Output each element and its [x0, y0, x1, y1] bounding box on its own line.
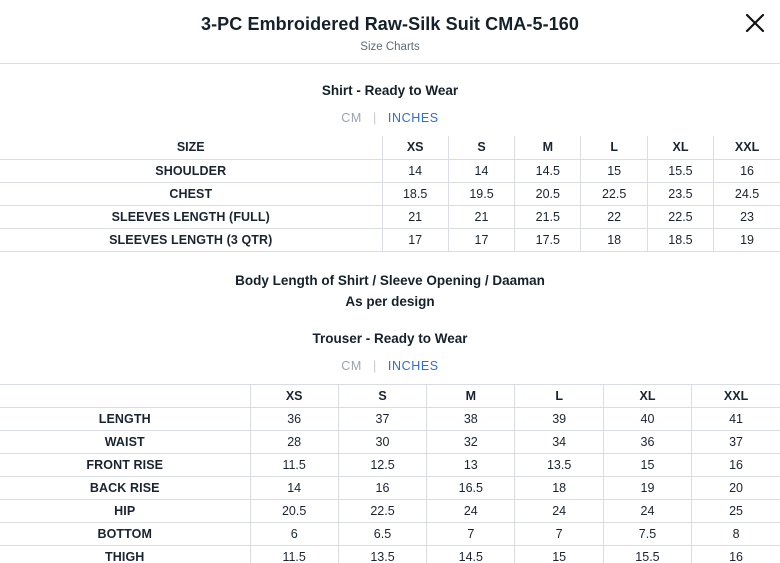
table-row — [0, 453, 780, 476]
shirt-unit-inches[interactable]: INCHES — [387, 111, 439, 125]
design-note-line1: Body Length of Shirt / Sleeve Opening / Daaman — [235, 272, 545, 288]
table-cell: 16 — [338, 476, 426, 499]
table-row — [0, 228, 780, 251]
table-cell: 20.5 — [250, 499, 338, 522]
table-row — [0, 205, 780, 228]
table-row — [0, 545, 780, 563]
shirt-size-table — [0, 136, 780, 252]
table-cell: 15.5 — [647, 159, 713, 182]
table-row — [0, 476, 780, 499]
table-cell: 7.5 — [603, 522, 691, 545]
column-header: L — [581, 136, 647, 159]
shirt-section-title: Shirt - Ready to Wear — [321, 83, 459, 98]
table-cell: 13.5 — [338, 545, 426, 563]
table-cell: 37 — [692, 430, 780, 453]
table-cell: 36 — [603, 430, 691, 453]
table-cell: 15 — [603, 453, 691, 476]
column-header: XS — [382, 136, 448, 159]
table-cell: 15 — [515, 545, 603, 563]
row-label: THIGH — [0, 545, 250, 563]
table-cell: 21 — [448, 205, 514, 228]
table-cell: 20 — [692, 476, 780, 499]
table-cell: 19 — [603, 476, 691, 499]
table-cell: 34 — [515, 430, 603, 453]
table-cell: 13 — [427, 453, 515, 476]
table-row — [0, 159, 780, 182]
table-cell: 23 — [714, 205, 780, 228]
table-cell: 6 — [250, 522, 338, 545]
table-cell: 23.5 — [647, 182, 713, 205]
trouser-size-table — [0, 384, 780, 563]
trouser-unit-cm[interactable]: CM — [341, 358, 362, 373]
table-cell: 22.5 — [338, 499, 426, 522]
shirt-unit-cm[interactable]: CM — [341, 111, 362, 125]
table-cell: 19 — [714, 228, 780, 251]
table-cell: 24.5 — [714, 182, 780, 205]
table-cell: 24 — [603, 499, 691, 522]
row-label: BACK RISE — [0, 476, 250, 499]
table-cell: 38 — [427, 407, 515, 430]
table-cell: 30 — [338, 430, 426, 453]
table-cell: 6.5 — [338, 522, 426, 545]
table-cell: 15.5 — [603, 545, 691, 563]
column-header: S — [338, 384, 426, 407]
column-header: XL — [603, 384, 691, 407]
table-cell: 16 — [692, 453, 780, 476]
table-cell: 11.5 — [250, 453, 338, 476]
trouser-unit-separator: | — [372, 358, 377, 373]
table-cell: 18.5 — [382, 182, 448, 205]
shirt-unit-toggle[interactable] — [0, 111, 780, 125]
table-cell: 16 — [714, 159, 780, 182]
table-cell: 11.5 — [250, 545, 338, 563]
table-row — [0, 430, 780, 453]
row-label: HIP — [0, 499, 250, 522]
trouser-section-title: Trouser - Ready to Wear — [312, 330, 468, 346]
row-label: SHOULDER — [0, 159, 382, 182]
row-label: SLEEVES LENGTH (FULL) — [0, 205, 382, 228]
page-title: 3-PC Embroidered Raw-Silk Suit CMA-5-160 — [200, 14, 580, 34]
design-note-line2: As per design — [345, 293, 435, 309]
table-cell: 22.5 — [581, 182, 647, 205]
table-cell: 14.5 — [515, 159, 581, 182]
column-header: XL — [647, 136, 713, 159]
column-header: XS — [250, 384, 338, 407]
close-icon-glyph — [744, 12, 766, 34]
trouser-unit-toggle[interactable] — [0, 359, 780, 373]
table-cell: 41 — [692, 407, 780, 430]
table-cell: 20.5 — [515, 182, 581, 205]
design-note — [0, 270, 780, 312]
trouser-unit-inches[interactable]: INCHES — [387, 358, 439, 373]
table-cell: 14 — [250, 476, 338, 499]
row-label: FRONT RISE — [0, 453, 250, 476]
table-cell: 22 — [581, 205, 647, 228]
table-cell: 17 — [382, 228, 448, 251]
table-header-row — [0, 384, 780, 407]
column-header: XXL — [714, 136, 780, 159]
table-cell: 13.5 — [515, 453, 603, 476]
table-cell: 28 — [250, 430, 338, 453]
column-header: M — [515, 136, 581, 159]
row-label: LENGTH — [0, 407, 250, 430]
column-header: M — [427, 384, 515, 407]
row-label: SLEEVES LENGTH (3 QTR) — [0, 228, 382, 251]
table-cell: 36 — [250, 407, 338, 430]
table-cell: 39 — [515, 407, 603, 430]
table-cell: 14 — [382, 159, 448, 182]
table-cell: 24 — [515, 499, 603, 522]
column-header: L — [515, 384, 603, 407]
table-cell: 7 — [515, 522, 603, 545]
modal-header — [0, 0, 780, 64]
table-cell: 15 — [581, 159, 647, 182]
table-cell: 25 — [692, 499, 780, 522]
table-cell: 17 — [448, 228, 514, 251]
table-cell: 21.5 — [515, 205, 581, 228]
table-row — [0, 522, 780, 545]
column-header: SIZE — [0, 136, 382, 159]
shirt-unit-separator: | — [372, 111, 377, 125]
close-icon[interactable] — [740, 8, 770, 38]
row-label: WAIST — [0, 430, 250, 453]
table-row — [0, 407, 780, 430]
table-cell: 16.5 — [427, 476, 515, 499]
table-cell: 22.5 — [647, 205, 713, 228]
table-cell: 18 — [515, 476, 603, 499]
table-row — [0, 182, 780, 205]
table-header-row — [0, 136, 780, 159]
table-cell: 32 — [427, 430, 515, 453]
table-row — [0, 499, 780, 522]
column-header: S — [448, 136, 514, 159]
table-cell: 17.5 — [515, 228, 581, 251]
page-subtitle: Size Charts — [360, 41, 420, 53]
table-cell: 37 — [338, 407, 426, 430]
table-cell: 18 — [581, 228, 647, 251]
table-cell: 16 — [692, 545, 780, 563]
column-header: XXL — [692, 384, 780, 407]
table-cell: 19.5 — [448, 182, 514, 205]
column-header — [0, 384, 250, 407]
table-cell: 14.5 — [427, 545, 515, 563]
table-cell: 7 — [427, 522, 515, 545]
row-label: BOTTOM — [0, 522, 250, 545]
table-cell: 21 — [382, 205, 448, 228]
table-cell: 12.5 — [338, 453, 426, 476]
table-cell: 24 — [427, 499, 515, 522]
table-cell: 14 — [448, 159, 514, 182]
table-cell: 40 — [603, 407, 691, 430]
row-label: CHEST — [0, 182, 382, 205]
table-cell: 8 — [692, 522, 780, 545]
table-cell: 18.5 — [647, 228, 713, 251]
